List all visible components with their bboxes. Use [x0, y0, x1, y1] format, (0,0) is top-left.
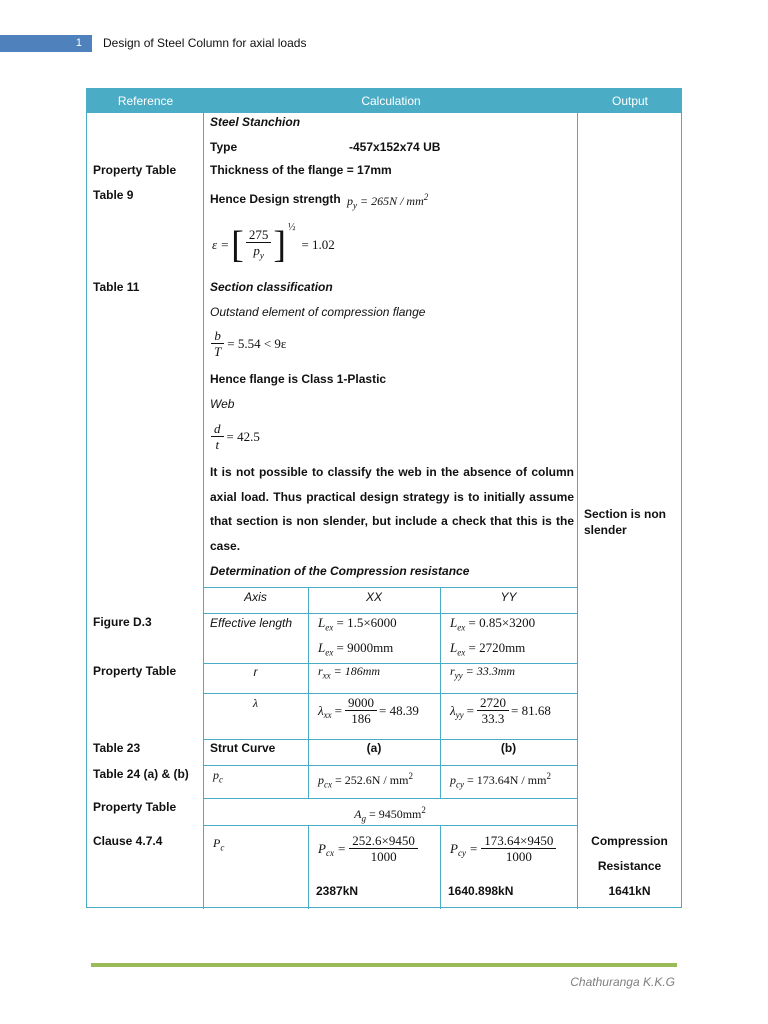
determination-heading: Determination of the Compression resistance: [210, 564, 470, 578]
grid-line: [203, 765, 578, 766]
ref-figure-d3: Figure D.3: [93, 615, 152, 629]
Pc-label: $P_c$: [213, 836, 225, 853]
design-strength-label: Hence Design strength: [210, 192, 341, 206]
ref-property-table: Property Table: [93, 800, 177, 814]
pcx-value: $p_{cx} = 252.6N / mm^2$: [318, 771, 413, 790]
flange-thickness: Thickness of the flange = 17mm: [210, 163, 392, 177]
bT-formula: $\frac{b}{T}$ = 5.54 < 9ε: [211, 328, 286, 359]
type-value: -457x152x74 UB: [349, 140, 441, 154]
output-resistance: Resistance: [597, 859, 662, 873]
Pcy-result: 1640.898kN: [448, 884, 514, 898]
py-formula: $p_y = 265N / mm^2$: [347, 192, 429, 211]
r-label: r: [253, 665, 258, 679]
effective-length-label: Effective length: [210, 616, 293, 630]
curve-b: (b): [500, 741, 517, 755]
Pcx-result: 2387kN: [316, 884, 359, 898]
xx-header: XX: [365, 590, 382, 604]
rxx-value: $r_{xx} = 186mm$: [318, 664, 381, 681]
col-divider: [577, 89, 578, 909]
axis-header: Axis: [244, 590, 267, 604]
header-output: Output: [578, 89, 682, 113]
ref-table-23: Table 23: [93, 741, 141, 755]
lambda-label: λ: [252, 696, 259, 710]
header-reference: Reference: [87, 89, 204, 113]
yy-header: YY: [500, 590, 517, 604]
epsilon-formula: ε = [ $\frac{275}{p_y}$ ] ½ = 1.02: [212, 222, 335, 266]
lambda-xx: λ $_{xx}$ = $\frac{9000}{186}$ = 48.39: [318, 695, 419, 726]
pc-label: $p_c$: [213, 768, 223, 785]
grid-divider: [308, 826, 309, 909]
grid-divider: [440, 826, 441, 909]
footer-rule: [91, 963, 677, 967]
lex-xx: $L_{ex} = 1.5\times 6000$ $L_{ex} = 9000mm$: [318, 615, 397, 658]
Pcx-formula: P $_{cx}$ = $\frac{252.6\times 9450}{1000}$: [318, 833, 418, 864]
ag-value: $A_g = 9450mm^2$: [354, 805, 426, 824]
grid-line: [203, 587, 578, 588]
ref-table-9: Table 9: [93, 188, 134, 202]
strut-curve-label: Strut Curve: [210, 741, 276, 755]
footer-author: Chathuranga K.K.G: [570, 975, 675, 989]
ryy-value: $r_{yy} = 33.3mm$: [450, 664, 516, 681]
document-title: Design of Steel Column for axial loads: [103, 36, 307, 50]
outstand-element-label: Outstand element of compression flange: [210, 305, 426, 319]
ref-table-24: Table 24 (a) & (b): [93, 767, 189, 781]
curve-a: (a): [366, 741, 382, 755]
ref-clause: Clause 4.7.4: [93, 834, 163, 848]
lex-yy: $L_{ex} = 0.85\times 3200$ $L_{ex} = 2720mm$: [450, 615, 536, 658]
flange-class: Hence flange is Class 1-Plastic: [210, 372, 387, 386]
section-classification-heading: Section classification: [210, 280, 333, 294]
output-non-slender: Section is non slender: [584, 507, 667, 537]
col-divider: [203, 89, 204, 909]
page-number: 1: [0, 35, 92, 52]
lambda-yy: λ $_{yy}$ = $\frac{2720}{33.3}$ = 81.68: [450, 695, 551, 726]
pcy-value: $p_{cy} = 173.64N / mm^2$: [450, 771, 551, 790]
web-label: Web: [210, 397, 235, 411]
grid-line: [203, 693, 578, 694]
output-value: 1641kN: [608, 884, 651, 898]
output-compression: Compression: [591, 834, 668, 848]
dt-formula: $\frac{d}{t}$ = 42.5: [211, 421, 260, 452]
Pcy-formula: P $_{cy}$ = $\frac{173.64\times 9450}{1000}$: [450, 833, 556, 864]
ref-property-table: Property Table: [93, 163, 177, 177]
steel-stanchion-heading: Steel Stanchion: [210, 115, 301, 129]
web-paragraph: It is not possible to classify the web in the absence of column axial load. Thus practical design strategy is to initially assume that section is non slender, but include a check that this is the case.: [210, 465, 574, 553]
ref-property-table: Property Table: [93, 664, 177, 678]
header-calculation: Calculation: [204, 89, 578, 113]
ref-table-11: Table 11: [93, 280, 140, 294]
type-label: Type: [210, 140, 238, 154]
grid-line: [203, 798, 578, 799]
